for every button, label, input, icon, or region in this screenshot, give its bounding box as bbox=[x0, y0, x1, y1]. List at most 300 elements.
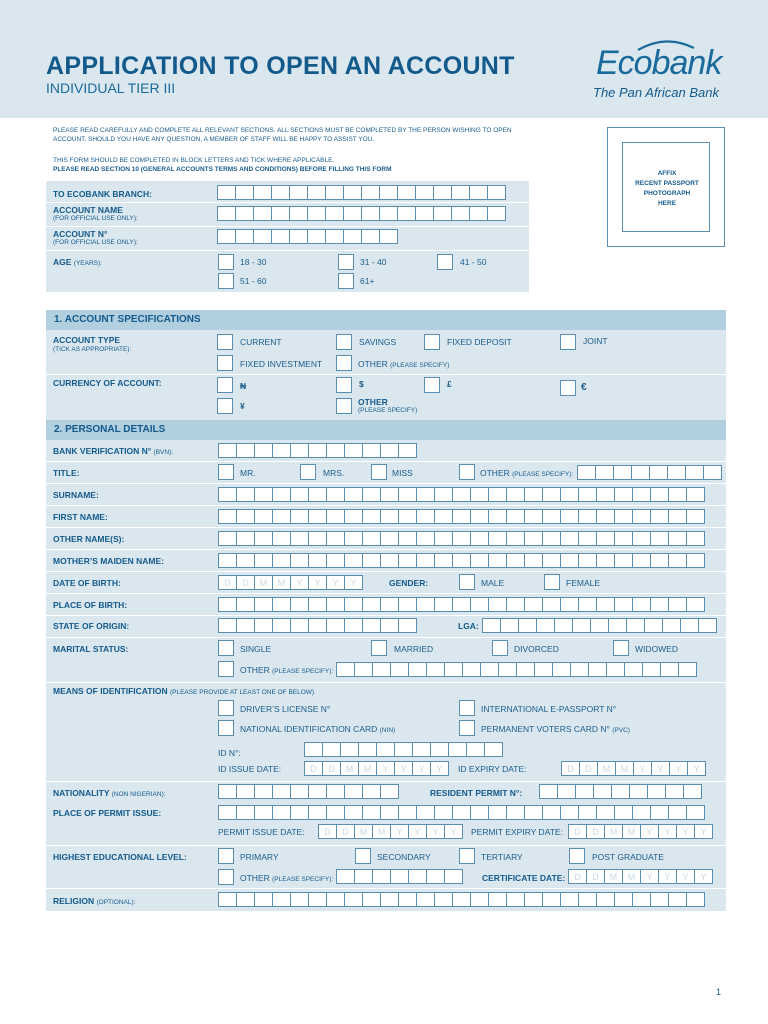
char-cell[interactable] bbox=[433, 185, 452, 200]
char-cell[interactable] bbox=[408, 662, 427, 677]
char-cell[interactable] bbox=[325, 185, 344, 200]
char-cell[interactable] bbox=[542, 487, 561, 502]
char-cell[interactable] bbox=[254, 618, 273, 633]
date-cell[interactable]: M bbox=[615, 761, 634, 776]
char-cell[interactable] bbox=[397, 206, 416, 221]
char-cell[interactable] bbox=[470, 892, 489, 907]
char-cell[interactable] bbox=[217, 229, 236, 244]
nationality-field[interactable] bbox=[218, 784, 398, 799]
age-51-60-checkbox[interactable] bbox=[218, 273, 234, 289]
char-cell[interactable] bbox=[578, 553, 597, 568]
date-cell[interactable]: D bbox=[579, 761, 598, 776]
char-cell[interactable] bbox=[343, 206, 362, 221]
char-cell[interactable] bbox=[488, 805, 507, 820]
char-cell[interactable] bbox=[686, 553, 705, 568]
char-cell[interactable] bbox=[398, 443, 417, 458]
char-cell[interactable] bbox=[631, 465, 650, 480]
char-cell[interactable] bbox=[590, 618, 609, 633]
char-cell[interactable] bbox=[452, 531, 471, 546]
first-name-field[interactable] bbox=[218, 509, 704, 524]
char-cell[interactable] bbox=[380, 531, 399, 546]
char-cell[interactable] bbox=[308, 784, 327, 799]
date-cell[interactable]: Y bbox=[290, 575, 309, 590]
char-cell[interactable] bbox=[289, 185, 308, 200]
char-cell[interactable] bbox=[390, 662, 409, 677]
char-cell[interactable] bbox=[272, 443, 291, 458]
char-cell[interactable] bbox=[614, 892, 633, 907]
date-cell[interactable]: D bbox=[236, 575, 255, 590]
char-cell[interactable] bbox=[380, 487, 399, 502]
char-cell[interactable] bbox=[596, 553, 615, 568]
char-cell[interactable] bbox=[326, 892, 345, 907]
primary-checkbox[interactable] bbox=[218, 848, 234, 864]
char-cell[interactable] bbox=[398, 553, 417, 568]
char-cell[interactable] bbox=[560, 553, 579, 568]
char-cell[interactable] bbox=[415, 206, 434, 221]
char-cell[interactable] bbox=[398, 597, 417, 612]
date-cell[interactable]: Y bbox=[344, 575, 363, 590]
date-cell[interactable]: M bbox=[604, 824, 623, 839]
char-cell[interactable] bbox=[397, 185, 416, 200]
date-cell[interactable]: D bbox=[318, 824, 337, 839]
char-cell[interactable] bbox=[398, 618, 417, 633]
other-title-field[interactable] bbox=[577, 465, 721, 480]
char-cell[interactable] bbox=[685, 465, 704, 480]
char-cell[interactable] bbox=[434, 509, 453, 524]
char-cell[interactable] bbox=[632, 805, 651, 820]
char-cell[interactable] bbox=[271, 229, 290, 244]
char-cell[interactable] bbox=[524, 531, 543, 546]
char-cell[interactable] bbox=[326, 784, 345, 799]
char-cell[interactable] bbox=[650, 509, 669, 524]
char-cell[interactable] bbox=[469, 206, 488, 221]
mr-checkbox[interactable] bbox=[218, 464, 234, 480]
char-cell[interactable] bbox=[444, 662, 463, 677]
char-cell[interactable] bbox=[426, 662, 445, 677]
date-cell[interactable]: Y bbox=[694, 824, 713, 839]
char-cell[interactable] bbox=[577, 465, 596, 480]
char-cell[interactable] bbox=[498, 662, 517, 677]
char-cell[interactable] bbox=[470, 487, 489, 502]
yen-checkbox[interactable] bbox=[217, 398, 233, 414]
char-cell[interactable] bbox=[344, 531, 363, 546]
char-cell[interactable] bbox=[271, 206, 290, 221]
certificate-date-field[interactable] bbox=[568, 869, 712, 884]
pound-checkbox[interactable] bbox=[424, 377, 440, 393]
char-cell[interactable] bbox=[217, 206, 236, 221]
char-cell[interactable] bbox=[254, 597, 273, 612]
char-cell[interactable] bbox=[416, 553, 435, 568]
char-cell[interactable] bbox=[254, 805, 273, 820]
char-cell[interactable] bbox=[218, 553, 237, 568]
post-graduate-checkbox[interactable] bbox=[569, 848, 585, 864]
char-cell[interactable] bbox=[398, 487, 417, 502]
char-cell[interactable] bbox=[326, 531, 345, 546]
char-cell[interactable] bbox=[560, 892, 579, 907]
char-cell[interactable] bbox=[560, 805, 579, 820]
char-cell[interactable] bbox=[647, 784, 666, 799]
euro-checkbox[interactable] bbox=[560, 380, 576, 396]
joint-checkbox[interactable] bbox=[560, 334, 576, 350]
char-cell[interactable] bbox=[426, 869, 445, 884]
char-cell[interactable] bbox=[662, 618, 681, 633]
char-cell[interactable] bbox=[542, 892, 561, 907]
char-cell[interactable] bbox=[272, 805, 291, 820]
char-cell[interactable] bbox=[434, 805, 453, 820]
char-cell[interactable] bbox=[304, 742, 323, 757]
char-cell[interactable] bbox=[482, 618, 501, 633]
char-cell[interactable] bbox=[578, 487, 597, 502]
permit-place-field[interactable] bbox=[218, 805, 704, 820]
char-cell[interactable] bbox=[506, 597, 525, 612]
char-cell[interactable] bbox=[236, 784, 255, 799]
char-cell[interactable] bbox=[506, 805, 525, 820]
char-cell[interactable] bbox=[518, 618, 537, 633]
char-cell[interactable] bbox=[560, 509, 579, 524]
char-cell[interactable] bbox=[398, 805, 417, 820]
char-cell[interactable] bbox=[380, 618, 399, 633]
char-cell[interactable] bbox=[344, 487, 363, 502]
char-cell[interactable] bbox=[290, 597, 309, 612]
date-cell[interactable]: M bbox=[272, 575, 291, 590]
char-cell[interactable] bbox=[380, 553, 399, 568]
char-cell[interactable] bbox=[290, 487, 309, 502]
char-cell[interactable] bbox=[361, 229, 380, 244]
char-cell[interactable] bbox=[344, 443, 363, 458]
char-cell[interactable] bbox=[380, 443, 399, 458]
other-currency-checkbox[interactable] bbox=[336, 398, 352, 414]
char-cell[interactable] bbox=[595, 465, 614, 480]
char-cell[interactable] bbox=[398, 531, 417, 546]
char-cell[interactable] bbox=[650, 597, 669, 612]
divorced-checkbox[interactable] bbox=[492, 640, 508, 656]
char-cell[interactable] bbox=[665, 784, 684, 799]
char-cell[interactable] bbox=[326, 805, 345, 820]
char-cell[interactable] bbox=[379, 206, 398, 221]
char-cell[interactable] bbox=[362, 597, 381, 612]
age-31-40-checkbox[interactable] bbox=[338, 254, 354, 270]
char-cell[interactable] bbox=[362, 784, 381, 799]
char-cell[interactable] bbox=[344, 805, 363, 820]
mrs-checkbox[interactable] bbox=[300, 464, 316, 480]
char-cell[interactable] bbox=[686, 892, 705, 907]
char-cell[interactable] bbox=[415, 185, 434, 200]
date-cell[interactable]: Y bbox=[430, 761, 449, 776]
char-cell[interactable] bbox=[358, 742, 377, 757]
char-cell[interactable] bbox=[650, 805, 669, 820]
date-cell[interactable]: Y bbox=[412, 761, 431, 776]
char-cell[interactable] bbox=[451, 206, 470, 221]
date-cell[interactable]: Y bbox=[444, 824, 463, 839]
date-cell[interactable]: Y bbox=[640, 824, 659, 839]
char-cell[interactable] bbox=[379, 185, 398, 200]
char-cell[interactable] bbox=[552, 662, 571, 677]
char-cell[interactable] bbox=[506, 553, 525, 568]
char-cell[interactable] bbox=[307, 229, 326, 244]
char-cell[interactable] bbox=[487, 206, 506, 221]
char-cell[interactable] bbox=[218, 531, 237, 546]
date-cell[interactable]: Y bbox=[308, 575, 327, 590]
char-cell[interactable] bbox=[344, 597, 363, 612]
other-marital-field[interactable] bbox=[336, 662, 696, 677]
char-cell[interactable] bbox=[578, 597, 597, 612]
char-cell[interactable] bbox=[644, 618, 663, 633]
char-cell[interactable] bbox=[253, 206, 272, 221]
char-cell[interactable] bbox=[596, 487, 615, 502]
char-cell[interactable] bbox=[344, 509, 363, 524]
date-cell[interactable]: M bbox=[622, 869, 641, 884]
pvc-checkbox[interactable] bbox=[459, 720, 475, 736]
char-cell[interactable] bbox=[235, 206, 254, 221]
char-cell[interactable] bbox=[650, 553, 669, 568]
char-cell[interactable] bbox=[542, 597, 561, 612]
passport-checkbox[interactable] bbox=[459, 700, 475, 716]
char-cell[interactable] bbox=[632, 553, 651, 568]
date-cell[interactable]: Y bbox=[658, 824, 677, 839]
char-cell[interactable] bbox=[668, 892, 687, 907]
char-cell[interactable] bbox=[254, 443, 273, 458]
date-cell[interactable]: M bbox=[254, 575, 273, 590]
char-cell[interactable] bbox=[452, 597, 471, 612]
char-cell[interactable] bbox=[680, 618, 699, 633]
char-cell[interactable] bbox=[362, 531, 381, 546]
char-cell[interactable] bbox=[470, 553, 489, 568]
char-cell[interactable] bbox=[254, 892, 273, 907]
char-cell[interactable] bbox=[596, 531, 615, 546]
naira-checkbox[interactable] bbox=[217, 377, 233, 393]
char-cell[interactable] bbox=[524, 509, 543, 524]
dob-field[interactable] bbox=[218, 575, 362, 590]
char-cell[interactable] bbox=[236, 597, 255, 612]
age-18-30-checkbox[interactable] bbox=[218, 254, 234, 270]
date-cell[interactable]: Y bbox=[376, 761, 395, 776]
char-cell[interactable] bbox=[217, 185, 236, 200]
char-cell[interactable] bbox=[668, 487, 687, 502]
char-cell[interactable] bbox=[668, 531, 687, 546]
char-cell[interactable] bbox=[506, 509, 525, 524]
lga-field[interactable] bbox=[482, 618, 716, 633]
char-cell[interactable] bbox=[611, 784, 630, 799]
char-cell[interactable] bbox=[271, 185, 290, 200]
widowed-checkbox[interactable] bbox=[613, 640, 629, 656]
char-cell[interactable] bbox=[470, 597, 489, 612]
char-cell[interactable] bbox=[452, 892, 471, 907]
date-cell[interactable]: Y bbox=[694, 869, 713, 884]
char-cell[interactable] bbox=[488, 892, 507, 907]
date-cell[interactable]: D bbox=[218, 575, 237, 590]
char-cell[interactable] bbox=[650, 892, 669, 907]
char-cell[interactable] bbox=[488, 509, 507, 524]
char-cell[interactable] bbox=[235, 229, 254, 244]
char-cell[interactable] bbox=[290, 509, 309, 524]
char-cell[interactable] bbox=[362, 509, 381, 524]
char-cell[interactable] bbox=[272, 892, 291, 907]
char-cell[interactable] bbox=[326, 443, 345, 458]
date-cell[interactable]: D bbox=[304, 761, 323, 776]
char-cell[interactable] bbox=[307, 185, 326, 200]
char-cell[interactable] bbox=[290, 784, 309, 799]
other-title-checkbox[interactable] bbox=[459, 464, 475, 480]
char-cell[interactable] bbox=[434, 553, 453, 568]
char-cell[interactable] bbox=[379, 229, 398, 244]
char-cell[interactable] bbox=[632, 892, 651, 907]
char-cell[interactable] bbox=[236, 805, 255, 820]
char-cell[interactable] bbox=[254, 784, 273, 799]
date-cell[interactable]: M bbox=[358, 761, 377, 776]
char-cell[interactable] bbox=[290, 805, 309, 820]
char-cell[interactable] bbox=[686, 531, 705, 546]
char-cell[interactable] bbox=[536, 618, 555, 633]
char-cell[interactable] bbox=[629, 784, 648, 799]
permit-expiry-date-field[interactable] bbox=[568, 824, 712, 839]
char-cell[interactable] bbox=[452, 805, 471, 820]
char-cell[interactable] bbox=[488, 487, 507, 502]
char-cell[interactable] bbox=[506, 531, 525, 546]
char-cell[interactable] bbox=[632, 531, 651, 546]
char-cell[interactable] bbox=[218, 509, 237, 524]
age-41-50-checkbox[interactable] bbox=[437, 254, 453, 270]
char-cell[interactable] bbox=[340, 742, 359, 757]
date-cell[interactable]: D bbox=[322, 761, 341, 776]
religion-field[interactable] bbox=[218, 892, 704, 907]
char-cell[interactable] bbox=[236, 487, 255, 502]
date-cell[interactable]: M bbox=[354, 824, 373, 839]
char-cell[interactable] bbox=[524, 805, 543, 820]
char-cell[interactable] bbox=[272, 487, 291, 502]
char-cell[interactable] bbox=[326, 509, 345, 524]
char-cell[interactable] bbox=[632, 509, 651, 524]
char-cell[interactable] bbox=[416, 597, 435, 612]
char-cell[interactable] bbox=[686, 509, 705, 524]
char-cell[interactable] bbox=[516, 662, 535, 677]
char-cell[interactable] bbox=[560, 597, 579, 612]
char-cell[interactable] bbox=[325, 229, 344, 244]
char-cell[interactable] bbox=[326, 487, 345, 502]
char-cell[interactable] bbox=[434, 487, 453, 502]
char-cell[interactable] bbox=[272, 618, 291, 633]
bvn-field[interactable] bbox=[218, 443, 416, 458]
date-cell[interactable]: D bbox=[586, 824, 605, 839]
drivers-license-checkbox[interactable] bbox=[218, 700, 234, 716]
char-cell[interactable] bbox=[326, 597, 345, 612]
char-cell[interactable] bbox=[433, 206, 452, 221]
char-cell[interactable] bbox=[236, 892, 255, 907]
char-cell[interactable] bbox=[452, 509, 471, 524]
date-cell[interactable]: Y bbox=[669, 761, 688, 776]
char-cell[interactable] bbox=[452, 553, 471, 568]
char-cell[interactable] bbox=[444, 869, 463, 884]
dollar-checkbox[interactable] bbox=[336, 377, 352, 393]
char-cell[interactable] bbox=[290, 531, 309, 546]
char-cell[interactable] bbox=[542, 531, 561, 546]
char-cell[interactable] bbox=[668, 805, 687, 820]
char-cell[interactable] bbox=[394, 742, 413, 757]
char-cell[interactable] bbox=[361, 206, 380, 221]
char-cell[interactable] bbox=[236, 443, 255, 458]
char-cell[interactable] bbox=[500, 618, 519, 633]
char-cell[interactable] bbox=[308, 509, 327, 524]
married-checkbox[interactable] bbox=[371, 640, 387, 656]
char-cell[interactable] bbox=[462, 662, 481, 677]
date-cell[interactable]: M bbox=[622, 824, 641, 839]
char-cell[interactable] bbox=[218, 443, 237, 458]
char-cell[interactable] bbox=[466, 742, 485, 757]
date-cell[interactable]: Y bbox=[676, 869, 695, 884]
date-cell[interactable]: M bbox=[604, 869, 623, 884]
soo-field[interactable] bbox=[218, 618, 416, 633]
char-cell[interactable] bbox=[272, 553, 291, 568]
char-cell[interactable] bbox=[218, 618, 237, 633]
char-cell[interactable] bbox=[570, 662, 589, 677]
char-cell[interactable] bbox=[451, 185, 470, 200]
char-cell[interactable] bbox=[626, 618, 645, 633]
char-cell[interactable] bbox=[218, 597, 237, 612]
char-cell[interactable] bbox=[596, 805, 615, 820]
char-cell[interactable] bbox=[578, 531, 597, 546]
char-cell[interactable] bbox=[308, 531, 327, 546]
char-cell[interactable] bbox=[308, 618, 327, 633]
char-cell[interactable] bbox=[642, 662, 661, 677]
id-issue-date-field[interactable] bbox=[304, 761, 448, 776]
savings-checkbox[interactable] bbox=[336, 334, 352, 350]
tertiary-checkbox[interactable] bbox=[459, 848, 475, 864]
char-cell[interactable] bbox=[322, 742, 341, 757]
char-cell[interactable] bbox=[289, 206, 308, 221]
date-cell[interactable]: Y bbox=[676, 824, 695, 839]
char-cell[interactable] bbox=[380, 597, 399, 612]
char-cell[interactable] bbox=[362, 487, 381, 502]
char-cell[interactable] bbox=[614, 553, 633, 568]
char-cell[interactable] bbox=[416, 805, 435, 820]
char-cell[interactable] bbox=[372, 662, 391, 677]
char-cell[interactable] bbox=[272, 784, 291, 799]
date-cell[interactable]: Y bbox=[408, 824, 427, 839]
char-cell[interactable] bbox=[488, 597, 507, 612]
char-cell[interactable] bbox=[470, 805, 489, 820]
char-cell[interactable] bbox=[254, 553, 273, 568]
char-cell[interactable] bbox=[554, 618, 573, 633]
char-cell[interactable] bbox=[272, 509, 291, 524]
char-cell[interactable] bbox=[290, 892, 309, 907]
char-cell[interactable] bbox=[380, 784, 399, 799]
char-cell[interactable] bbox=[390, 869, 409, 884]
char-cell[interactable] bbox=[308, 487, 327, 502]
id-no-field[interactable] bbox=[304, 742, 502, 757]
date-cell[interactable]: Y bbox=[658, 869, 677, 884]
char-cell[interactable] bbox=[488, 531, 507, 546]
char-cell[interactable] bbox=[698, 618, 717, 633]
char-cell[interactable] bbox=[326, 553, 345, 568]
char-cell[interactable] bbox=[343, 185, 362, 200]
char-cell[interactable] bbox=[488, 553, 507, 568]
char-cell[interactable] bbox=[596, 597, 615, 612]
char-cell[interactable] bbox=[578, 509, 597, 524]
char-cell[interactable] bbox=[398, 892, 417, 907]
secondary-checkbox[interactable] bbox=[355, 848, 371, 864]
char-cell[interactable] bbox=[236, 509, 255, 524]
char-cell[interactable] bbox=[572, 618, 591, 633]
char-cell[interactable] bbox=[649, 465, 668, 480]
char-cell[interactable] bbox=[487, 185, 506, 200]
date-cell[interactable]: Y bbox=[326, 575, 345, 590]
char-cell[interactable] bbox=[218, 805, 237, 820]
char-cell[interactable] bbox=[484, 742, 503, 757]
date-cell[interactable]: Y bbox=[390, 824, 409, 839]
char-cell[interactable] bbox=[542, 553, 561, 568]
char-cell[interactable] bbox=[650, 531, 669, 546]
char-cell[interactable] bbox=[613, 465, 632, 480]
char-cell[interactable] bbox=[686, 487, 705, 502]
